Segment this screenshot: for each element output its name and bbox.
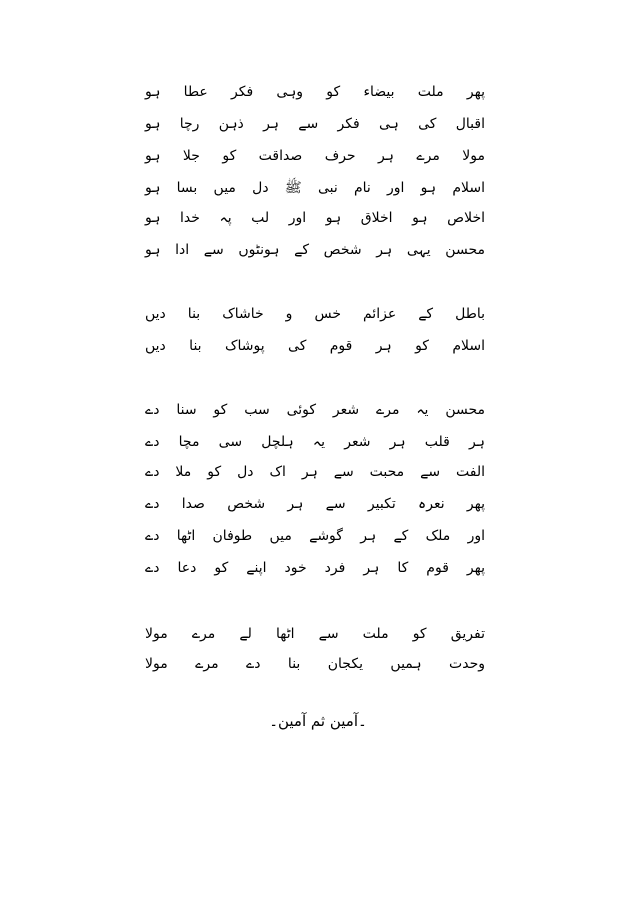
- verse-line: پھر نعرہ تکبیر سے ہر شخص صدا دے: [145, 496, 485, 512]
- verse-line: الفت سے محبت سے ہر اک دل کو ملا دے: [145, 464, 485, 480]
- verse-line: اقبال کی ہی فکر سے ہر ذہن رچا ہو: [145, 116, 485, 132]
- verse-line: محسن یہ مرے شعر کوئی سب کو سنا دے: [145, 402, 485, 418]
- verse-line: باطل کے عزائم خس و خاشاک بنا دیں: [145, 306, 485, 322]
- verse-line: پھر قوم کا ہر فرد خود اپنے کو دعا دے: [145, 560, 485, 576]
- verse-line: ہر قلب ہر شعر یہ ہلچل سی مچا دے: [145, 434, 485, 450]
- verse-line: محسن یہی ہر شخص کے ہونٹوں سے ادا ہو: [145, 242, 485, 258]
- verse-line: اور ملک کے ہر گوشے میں طوفان اٹھا دے: [145, 528, 485, 544]
- verse-line: اخلاص ہو اخلاق ہو اور لب پہ خدا ہو: [145, 210, 485, 226]
- verse-line: مولا مرے ہر حرف صداقت کو جلا ہو: [145, 148, 485, 164]
- verse-line: وحدت ہمیں یکجان بنا دے مرے مولا: [145, 656, 485, 672]
- verse-line: اسلام کو ہر قوم کی پوشاک بنا دیں: [145, 338, 485, 354]
- verse-line: پھر ملت بیضاء کو وہی فکر عطا ہو: [145, 84, 485, 100]
- verse-line: تفریق کو ملت سے اٹھا لے مرے مولا: [145, 626, 485, 642]
- verse-line: اسلام ہو اور نام نبی ﷺ دل میں بسا ہو: [145, 180, 485, 196]
- closing-line: ۔آمین ثم آمین۔: [269, 712, 367, 730]
